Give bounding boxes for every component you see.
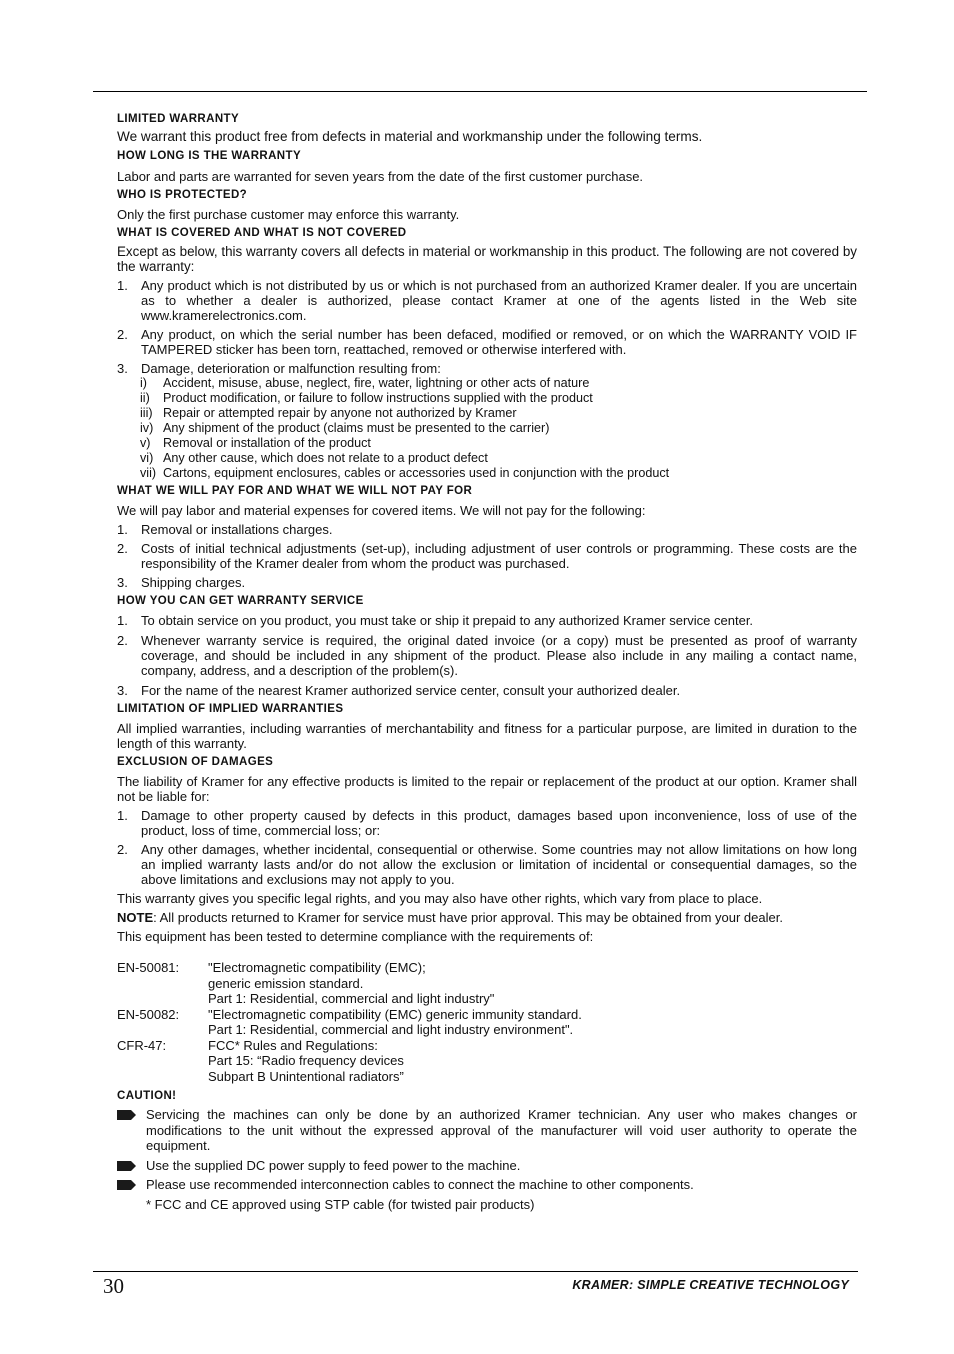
list-item: 3. For the name of the nearest Kramer authorized service center, consult your authorized dealer. — [117, 683, 681, 698]
standard-desc: "Electromagnetic compatibility (EMC) generic immunity standard. Part 1: Residential, commercial and light industry environment". — [208, 1006, 582, 1037]
list-item: 1. Any product which is not distributed by us or which is not purchased from an authorized Kramer dealer. If you are uncertain as to whether a dealer is authorized, please contact Kramer at one of the agents listed in the Web site www.kramerelectronics.com. — [117, 278, 857, 323]
page-number: 30 — [103, 1274, 124, 1298]
who-protected-text: Only the first purchase customer may enforce this warranty. — [117, 207, 460, 222]
list-item: 2. Any product, on which the serial number has been defaced, modified or removed, or on which the WARRANTY VOID IF TAMPERED sticker has been torn, reattached, removed or otherwise interfered with. — [117, 327, 857, 357]
footer-brand: KRAMER: SIMPLE CREATIVE TECHNOLOGY — [572, 1278, 849, 1292]
list-item: 1. Removal or installations charges. — [117, 522, 333, 537]
heading-pay: WHAT WE WILL PAY FOR AND WHAT WE WILL NOT PAY FOR — [117, 485, 473, 497]
heading-exclusion: EXCLUSION OF DAMAGES — [117, 756, 274, 768]
sub-item: iv) Any shipment of the product (claims must be presented to the carrier) — [140, 421, 550, 435]
caution-item: Use the supplied DC power supply to feed power to the machine. — [117, 1158, 857, 1174]
sub-item: vi) Any other cause, which does not relate to a product defect — [140, 451, 488, 465]
standard-desc: "Electromagnetic compatibility (EMC); generic emission standard. Part 1: Residential, commercial and light industry" — [208, 960, 495, 1006]
pay-text: We will pay labor and material expenses for covered items. We will not pay for the following: — [117, 503, 646, 518]
standard-code: CFR-47: — [117, 1037, 167, 1053]
standard-desc: FCC* Rules and Regulations: Part 15: “Radio frequency devices Subpart B Unintentional radiators” — [208, 1037, 404, 1084]
arrow-bullet-icon — [117, 1180, 136, 1190]
tested-text: This equipment has been tested to determine compliance with the requirements of: — [117, 929, 594, 944]
heading-how-long: HOW LONG IS THE WARRANTY — [117, 150, 302, 162]
sub-item: vii) Cartons, equipment enclosures, cables or accessories used in conjunction with the product — [140, 466, 670, 480]
rights-text: This warranty gives you specific legal rights, and you may also have other rights, which vary from place to place. — [117, 891, 763, 906]
note-text: NOTE: All products returned to Kramer for service must have prior approval. This may be obtained from your dealer. — [117, 910, 783, 925]
caution-footnote: * FCC and CE approved using STP cable (for twisted pair products) — [146, 1196, 535, 1212]
implied-text: All implied warranties, including warranties of merchantability and fitness for a particular purpose, are limited in duration to the length of this warranty. — [117, 721, 857, 751]
standard-code: EN-50082: — [117, 1006, 180, 1022]
heading-service: HOW YOU CAN GET WARRANTY SERVICE — [117, 595, 364, 607]
note-label: NOTE — [117, 910, 154, 925]
list-item: 2. Costs of initial technical adjustments (set-up), including adjustment of user controls or programming. These costs are the responsibility of the Kramer dealer from whom the product was purchased. — [117, 541, 857, 571]
heading-limited-warranty: LIMITED WARRANTY — [117, 113, 240, 125]
limited-warranty-text: We warrant this product free from defects in material and workmanship under the following terms. — [117, 129, 703, 144]
how-long-text: Labor and parts are warranted for seven years from the date of the first customer purchase. — [117, 169, 644, 184]
list-item: 1. Damage to other property caused by defects in this product, damages based upon inconvenience, loss of use of the product, loss of time, commercial loss; or: — [117, 808, 857, 838]
sub-item: i) Accident, misuse, abuse, neglect, fire, water, lightning or other acts of nature — [140, 376, 590, 390]
warranty-content — [117, 112, 857, 1212]
sub-item: iii) Repair or attempted repair by anyone not authorized by Kramer — [140, 406, 517, 420]
heading-implied: LIMITATION OF IMPLIED WARRANTIES — [117, 703, 344, 715]
standards-list — [117, 960, 857, 1084]
covered-text: Except as below, this warranty covers all defects in material or workmanship in this product. The following are not covered by the warranty: — [117, 244, 857, 274]
arrow-bullet-icon — [117, 1161, 136, 1171]
heading-caution: CAUTION! — [117, 1090, 177, 1102]
caution-item: Please use recommended interconnection cables to connect the machine to other components. — [117, 1177, 857, 1193]
sub-item: v) Removal or installation of the product — [140, 436, 371, 450]
heading-who-protected: WHO IS PROTECTED? — [117, 189, 248, 201]
sub-item: ii) Product modification, or failure to follow instructions supplied with the product — [140, 391, 593, 405]
list-item: 3. Shipping charges. — [117, 575, 246, 590]
list-item: 2. Whenever warranty service is required, the original dated invoice (or a copy) must be presented as proof of warranty coverage, and should be included in any shipment of the product. Please also include in any mailing a contact name, company, address, and a description of the problem(s). — [117, 633, 857, 678]
standard-row — [117, 1007, 857, 1038]
footer-rule — [93, 1271, 858, 1272]
arrow-bullet-icon — [117, 1110, 136, 1120]
list-item: 1. To obtain service on you product, you must take or ship it prepaid to any authorized Kramer service center. — [117, 613, 754, 628]
list-item: 3. Damage, deterioration or malfunction resulting from: — [117, 361, 441, 376]
list-item: 2. Any other damages, whether incidental, consequential or otherwise. Some countries may not allow limitations on how long an implied warranty lasts and/or do not allow the exclusion or limitation of incidental or consequential damages, so the above limitations and exclusions may not apply to you. — [117, 842, 857, 887]
standard-row — [117, 960, 857, 1007]
header-rule — [93, 91, 867, 92]
heading-covered: WHAT IS COVERED AND WHAT IS NOT COVERED — [117, 227, 407, 239]
standard-row — [117, 1038, 857, 1085]
caution-item: Servicing the machines can only be done by an authorized Kramer technician. Any user who makes changes or modifications to the unit without the expressed approval of the manufacturer will void user authority to operate the equipment. — [117, 1107, 857, 1154]
standard-code: EN-50081: — [117, 960, 180, 975]
exclusion-text: The liability of Kramer for any effective products is limited to the repair or replacement of the product at our option. Kramer shall not be liable for: — [117, 774, 857, 804]
